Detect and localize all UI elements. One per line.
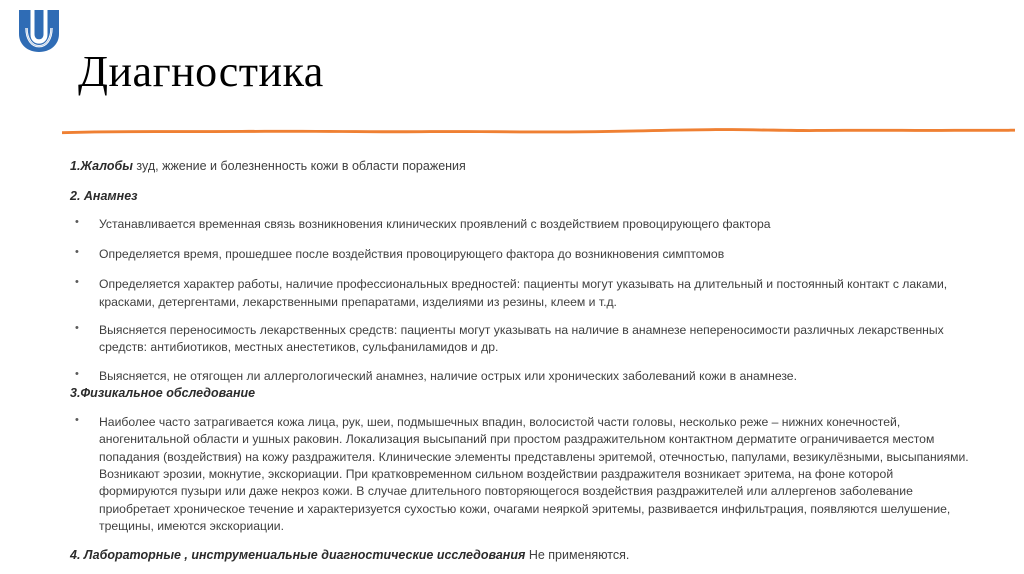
complaints-line [70,158,970,175]
anamnesis-heading: 2. Анамнез [70,188,138,203]
list-item-text: Наиболее часто затрагивается кожа лица, рук, шеи, подмышечных впадин, волосистой части головы, несколько реже – нижних конечностей, аногенитальной области и ушных раковин. Локализация высыпаний при простом раздражительном контактном дерматите ограничивается местом попадания (воздействия) на кожу раздражителя. Клинические элементы представлены эритемой, отечностью, папулами, везикулёзными, высыпаниями. Возникают эрозии, мокнутие, экскориации. При кратковременном сильном воздействии раздражителя возникает эритема, на фоне которой формируются пузыри или даже некроз кожи. В случае длительного повторяющегося воздействия раздражителей или аллергенов заболевание приобретает хроническое течение и характеризуется сухостью кожи, очагами неяркой эритемы, развивается инфильтрация, появляются шелушение, трещины, имеются экскориации. [99,414,969,533]
lab-studies-text: Не применяются. [525,548,630,563]
list-item-text: Определяется время, прошедшее после воздействия провоцирующего фактора до возникновения симптомов [99,247,725,262]
list-item [70,276,970,311]
wavy-rule-divider [62,122,1015,138]
complaints-heading: 1.Жалобы [70,159,133,173]
university-shield-u-logo-icon [17,8,61,54]
list-item-text: Выясняется, не отягощен ли аллергологический анамнез, наличие острых или хронических заболеваний кожи в анамнезе. [99,368,797,383]
lab-studies-heading: 4. Лабораторные , инструмениальные диагностические исследования [70,548,526,563]
list-item-text: Устанавливается временная связь возникновения клинических проявлений с воздействием провоцирующего фактора [99,216,771,231]
list-item-text: Определяется характер работы, наличие профессиональных вредностей: пациенты могут указывать на длительный и постоянный контакт с лаками, красками, детергентами, лекарственными препаратами, изделиями из резины, клеем и т.д. [99,277,948,309]
slide-body [70,158,970,564]
list-item [70,414,970,535]
list-item [70,246,970,263]
page-title: Диагностика [78,47,324,96]
anamnesis-bullet-list [70,216,970,385]
lab-studies-line [70,547,970,564]
complaints-text: зуд, жжение и болезненность кожи в области поражения [132,159,466,173]
physical-exam-heading: 3.Физикальное обследование [70,386,256,401]
physical-exam-bullet-list [70,414,970,535]
list-item [70,216,970,233]
list-item-text: Выясняется переносимость лекарственных средств: пациенты могут указывать на наличие в анамнезе непереносимости различных лекарственных средств: антибиотиков, местных анестетиков, сульфаниламидов и др. [99,323,944,355]
wavy-rule-divider-icon [62,122,1015,138]
list-item [70,322,970,357]
list-item [70,368,970,385]
university-logo [17,8,61,54]
